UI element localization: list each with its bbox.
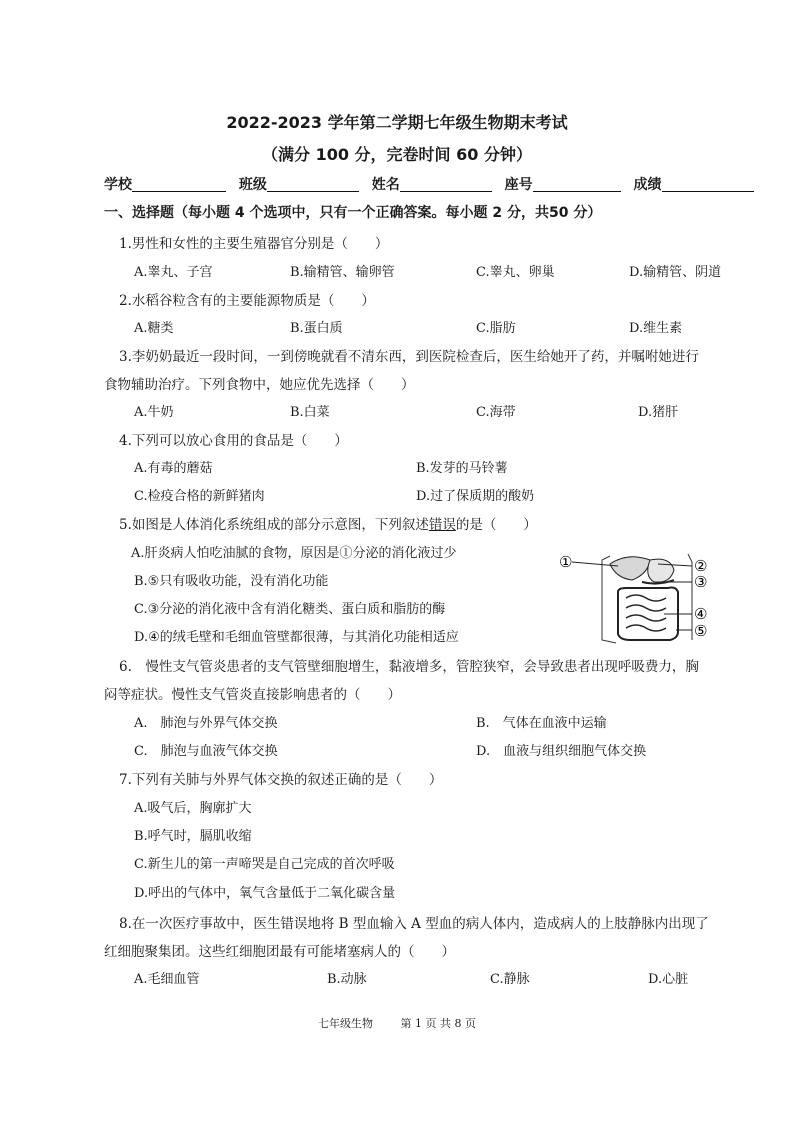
q5-stem-post: 的是（ ）: [455, 517, 537, 533]
q2-option-c: C.脂肪: [476, 321, 516, 336]
name-blank[interactable]: [400, 177, 492, 192]
question-7-stem: 7.下列有关肺与外界气体交换的叙述正确的是（ ）: [119, 772, 443, 788]
q1-option-c: C.睾丸、卵巢: [476, 265, 555, 280]
section-heading: 一、选择题（每小题 4 个选项中，只有一个正确答案。每小题 2 分，共50 分）: [104, 205, 602, 221]
q3-option-a: A.牛奶: [134, 405, 174, 420]
q3-option-d: D.猪肝: [638, 405, 679, 420]
torso-outline-right: [688, 554, 692, 640]
q1-option-d: D.输精管、阴道: [629, 265, 722, 280]
footer-subject: 七年级生物: [318, 1017, 373, 1030]
seat-blank[interactable]: [533, 177, 621, 192]
q6-option-b: B. 气体在血液中运输: [476, 716, 607, 731]
q5-option-a: A.肝炎病人怕吃油腻的食物，原因是①分泌的消化液过少: [131, 546, 457, 561]
q5-option-d: D.④的绒毛壁和毛细血管壁都很薄，与其消化功能相适应: [134, 630, 459, 645]
q5-stem-emphasis: 错误: [428, 517, 456, 533]
q8-option-b: B.动脉: [327, 972, 367, 987]
q7-option-a: A.吸气后，胸廓扩大: [134, 801, 252, 816]
class-label: 班级: [238, 177, 267, 193]
q7-option-d: D.呼出的气体中，氧气含量低于二氧化碳含量: [134, 886, 396, 901]
q6-option-c: C. 肺泡与血液气体交换: [134, 744, 278, 759]
liver-shape: [610, 557, 650, 580]
q8-option-a: A.毛细血管: [134, 972, 200, 987]
q1-option-b: B.输精管、输卵管: [290, 265, 395, 280]
diagram-label-3: ③: [694, 573, 708, 591]
exam-subtitle: （满分 100 分，完卷时间 60 分钟）: [262, 145, 532, 164]
q3-option-b: B.白菜: [290, 405, 330, 420]
q2-option-b: B.蛋白质: [290, 321, 343, 336]
footer-page-number: 第 1 页 共 8 页: [400, 1017, 476, 1030]
q5-stem-pre: 5.如图是人体消化系统组成的部分示意图，下列叙述: [119, 517, 429, 533]
q1-option-a: A.睾丸、子宫: [134, 265, 213, 280]
student-info-row: [104, 174, 754, 194]
question-6-stem-line2: 闷等症状。慢性支气管炎直接影响患者的（ ）: [104, 687, 401, 703]
diagram-label-4: ④: [694, 605, 708, 623]
score-label: 成绩: [633, 177, 662, 193]
seat-label: 座号: [504, 177, 533, 193]
q2-option-a: A.糖类: [134, 321, 174, 336]
q7-option-c: C.新生儿的第一声啼哭是自己完成的首次呼吸: [134, 857, 395, 872]
question-6-stem-line1: 6. 慢性支气管炎患者的支气管壁细胞增生，黏液增多，管腔狭窄，会导致患者出现呼吸费力，胸: [119, 659, 699, 675]
class-blank[interactable]: [267, 177, 359, 192]
question-5-stem: [119, 513, 537, 533]
q4-option-d: D.过了保质期的酸奶: [416, 489, 535, 504]
exam-title: 2022-2023 学年第二学期七年级生物期末考试: [226, 113, 568, 132]
small-intestine-shape: [626, 595, 666, 631]
q8-option-d: D.心脏: [648, 972, 689, 987]
page-footer: [0, 1015, 794, 1031]
q6-option-d: D. 血液与组织细胞气体交换: [476, 744, 647, 759]
question-3-stem-line2: 食物辅助治疗。下列食物中，她应优先选择（ ）: [104, 377, 415, 393]
school-label: 学校: [104, 177, 132, 193]
q5-option-c: C.③分泌的消化液中含有消化糖类、蛋白质和脂肪的酶: [134, 602, 446, 617]
diagram-label-1: ①: [559, 553, 573, 571]
q4-option-a: A.有毒的蘑菇: [134, 461, 213, 476]
q8-option-c: C.静脉: [490, 972, 530, 987]
digestive-system-diagram: [558, 548, 718, 646]
question-8-stem-line1: 8.在一次医疗事故中，医生错误地将 B 型血输入 A 型血的病人体内，造成病人的上肢静脉内出现了: [119, 916, 709, 932]
q4-option-c: C.检疫合格的新鲜猪肉: [134, 489, 265, 504]
question-2-stem: 2.水稻谷粒含有的主要能源物质是（ ）: [119, 293, 375, 309]
school-blank[interactable]: [132, 177, 226, 192]
q2-option-d: D.维生素: [629, 321, 683, 336]
score-blank[interactable]: [662, 177, 754, 192]
diagram-label-5: ⑤: [694, 622, 708, 640]
question-3-stem-line1: 3.李奶奶最近一段时间，一到傍晚就看不清东西，到医院检查后，医生给她开了药，并嘱咐她进行: [119, 349, 699, 365]
q4-option-b: B.发芽的马铃薯: [416, 461, 508, 476]
diagram-label-2: ②: [694, 557, 708, 575]
q7-option-b: B.呼气时，膈肌收缩: [134, 829, 252, 844]
question-4-stem: 4.下列可以放心食用的食品是（ ）: [119, 433, 348, 449]
q5-option-b: B.⑤只有吸收功能，没有消化功能: [134, 574, 329, 589]
name-label: 姓名: [371, 177, 400, 193]
question-8-stem-line2: 红细胞聚集团。这些红细胞团最有可能堵塞病人的（ ）: [104, 944, 455, 960]
stomach-shape: [648, 559, 674, 582]
question-1-stem: 1.男性和女性的主要生殖器官分别是（ ）: [119, 236, 389, 252]
q3-option-c: C.海带: [476, 405, 516, 420]
q6-option-a: A. 肺泡与外界气体交换: [134, 716, 278, 731]
